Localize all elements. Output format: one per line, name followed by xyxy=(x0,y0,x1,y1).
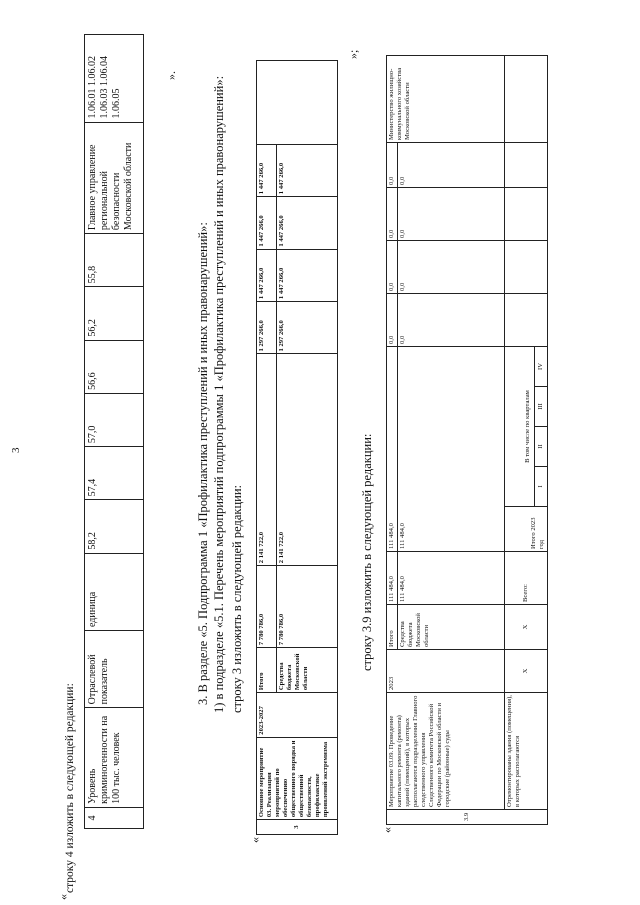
cell-total: 111 484,0 xyxy=(387,552,398,605)
cell-total: 7 780 786,0 xyxy=(277,566,338,648)
cell-y2023: 111 484,0 xyxy=(387,347,398,552)
table-row xyxy=(505,56,548,825)
measures-table-row39 xyxy=(386,55,548,825)
cell-empty xyxy=(505,143,548,188)
cell-value: 55,8 xyxy=(85,234,144,287)
cell-num: 3 xyxy=(257,820,338,835)
table-row xyxy=(85,35,144,829)
cell-src-budget: Средства бюджета Московской области xyxy=(277,648,338,693)
cell-unit: единица xyxy=(85,553,144,630)
cell-x: X xyxy=(505,605,548,650)
indicator-table xyxy=(84,34,144,829)
quarter-1: I xyxy=(535,466,547,506)
cell-period: 2023 xyxy=(387,650,505,693)
cell-empty xyxy=(505,188,548,241)
cell-num: 4 xyxy=(85,807,144,828)
cell-total: 111 484,0 xyxy=(398,552,505,605)
cell-type: Отраслевой показатель xyxy=(85,631,144,708)
sec3-sub: 1) в подразделе «5.1. Перечень мероприятий подпрограммы 1 «Профилактика преступлений и иных правонарушений»: xyxy=(212,75,226,713)
open-quote: « xyxy=(248,837,262,843)
table-row xyxy=(257,61,277,835)
cell-y2027: 0,0 xyxy=(387,143,398,188)
close-quote-row4: ». xyxy=(164,71,178,80)
cell-result-name: Отремонтированы здания (помещения), в которых располагаются xyxy=(505,693,548,810)
cell-empty xyxy=(505,241,548,294)
cell-y2026: 0,0 xyxy=(387,188,398,241)
table-row xyxy=(387,56,398,825)
cell-value: 56,2 xyxy=(85,287,144,340)
open-quote: « xyxy=(380,827,394,833)
cell-src-total: Итого xyxy=(257,648,277,693)
cell-total: 7 780 786,0 xyxy=(257,566,277,648)
cell-num: 3.9 xyxy=(387,810,548,825)
cell-y2024: 1 297 266,0 xyxy=(257,302,277,354)
cell-period: 2023-2027 xyxy=(257,693,338,738)
quarter-3: III xyxy=(535,386,547,426)
quarter-2: II xyxy=(535,426,547,466)
cell-vsego: Всего: xyxy=(505,552,548,605)
quarters-label: В том числе по кварталам xyxy=(522,347,535,506)
cell-responsible: Главное управление региональной безопасности Московской области xyxy=(85,122,144,234)
open-quote: « xyxy=(56,894,70,900)
cell-y2027: 1 447 266,0 xyxy=(277,144,338,196)
sec3-heading: 3. В разделе «5. Подпрограмма 1 «Профилактика преступлений и иных правонарушений»: xyxy=(196,222,210,705)
cell-y2026: 0,0 xyxy=(398,188,505,241)
sec3-row3: строку 3 изложить в следующей редакции: xyxy=(230,484,244,713)
cell-codes: 1.06.01 1.06.02 1.06.03 1.06.04 1.06.05 xyxy=(85,35,144,123)
cell-src-budget: Средства бюджета Московской области xyxy=(398,605,505,650)
cell-y2025: 1 447 266,0 xyxy=(277,249,338,301)
cell-y2026: 1 447 266,0 xyxy=(277,197,338,249)
cell-y2023: 2 141 722,0 xyxy=(257,354,277,566)
cell-y2025: 0,0 xyxy=(398,241,505,294)
cell-empty xyxy=(505,56,548,143)
cell-name: Мероприятие 03.09. Проведение капитального ремонта (ремонта) зданий (помещений), в которых располагаются подразделения Главного следственного управления Следственного комитета Российской Федерации по Московской области и городские (районные) суды xyxy=(387,693,505,810)
cell-y2025: 0,0 xyxy=(387,241,398,294)
cell-itogo-2023: Итого 2023 год xyxy=(505,507,548,552)
close-quote-sec3: »; xyxy=(346,49,360,59)
cell-name: Уровень криминогенности на 100 тыс. человек xyxy=(85,708,144,808)
cell-x: X xyxy=(505,650,548,693)
cell-y2023: 2 141 722,0 xyxy=(277,354,338,566)
cell-y2027: 0,0 xyxy=(398,143,505,188)
cell-value: 58,2 xyxy=(85,500,144,553)
cell-empty xyxy=(505,294,548,347)
cell-y2025: 1 447 266,0 xyxy=(257,249,277,301)
cell-y2026: 1 447 266,0 xyxy=(257,197,277,249)
cell-responsible: Министерство жилищно-коммунального хозяйства Московской области xyxy=(387,56,505,143)
cell-value: 57,0 xyxy=(85,393,144,446)
cell-responsible-empty xyxy=(257,61,338,145)
cell-y2024: 0,0 xyxy=(387,294,398,347)
cell-y2027: 1 447 266,0 xyxy=(257,144,277,196)
cell-value: 56,6 xyxy=(85,340,144,393)
cell-y2023: 111 484,0 xyxy=(398,347,505,552)
cell-name: Основное мероприятие 03. Реализация мероприятий по обеспечению общественного порядка и общественной безопасности, профилактике проявлений экстремизма xyxy=(257,737,338,819)
cell-src-total: Итого xyxy=(387,605,398,650)
heading-row4: строку 4 изложить в следующей редакции: xyxy=(64,683,76,893)
measures-table-row3 xyxy=(256,60,338,835)
cell-quarters xyxy=(505,347,548,507)
heading-row39: строку 3.9 изложить в следующей редакции: xyxy=(360,433,374,671)
cell-y2024: 1 297 266,0 xyxy=(277,302,338,354)
quarter-4: IV xyxy=(537,363,544,370)
cell-y2024: 0,0 xyxy=(398,294,505,347)
page-number: 3 xyxy=(10,447,22,453)
cell-value: 57,4 xyxy=(85,447,144,500)
